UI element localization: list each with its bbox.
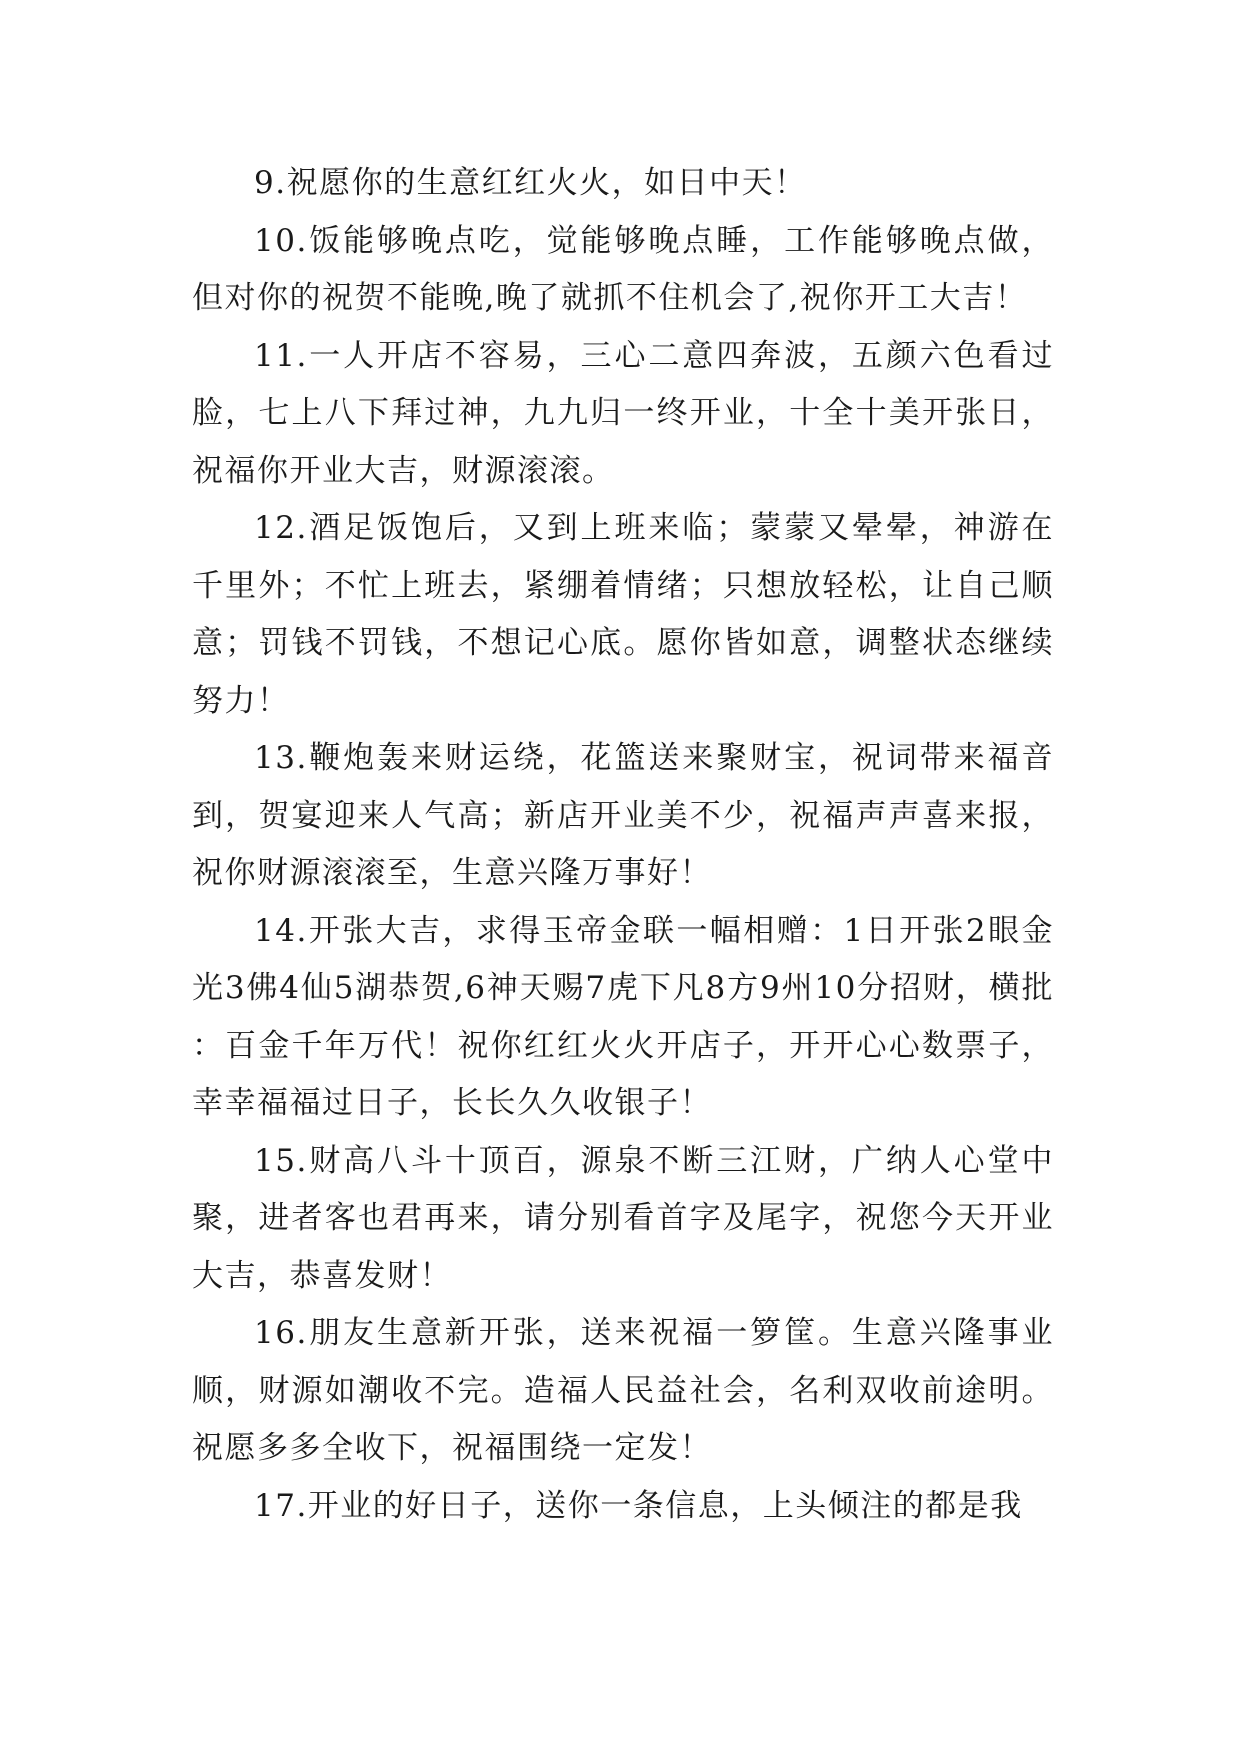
paragraph-17: 17.开业的好日子，送你一条信息，上头倾注的都是我 bbox=[254, 1487, 1023, 1524]
paragraph-16: 16.朋友生意新开张，送来祝福一箩筐。生意兴隆事业顺，财源如潮收不完。造福人民益社会，名利双收前途明。祝愿多多全收下，祝福围绕一定发！ bbox=[192, 1315, 1054, 1466]
paragraph-11: 11.一人开店不容易，三心二意四奔波，五颜六色看过脸，七上八下拜过神，九九归一终开业，十全十美开张日，祝福你开业大吉，财源滚滚。 bbox=[192, 337, 1054, 489]
paragraph-12: 12.酒足饭饱后，又到上班来临；蒙蒙又晕晕，神游在千里外；不忙上班去，紧绷着情绪；只想放轻松，让自己顺意；罚钱不罚钱，不想记心底。愿你皆如意，调整状态继续努力！ bbox=[192, 510, 1054, 719]
paragraph-14: 14.开张大吉，求得玉帝金联一幅相赠：1日开张2眼金光3佛4仙5湖恭贺,6神天赐7虎下凡8方9州10分招财，横批：百金千年万代！祝你红红火火开店子，开开心心数票子，幸幸福福过日子，长长久久收银子！ bbox=[192, 912, 1054, 1121]
paragraph-10: 10.饭能够晚点吃，觉能够晚点睡，工作能够晚点做，但对你的祝贺不能晚,晚了就抓不住机会了,祝你开工大吉！ bbox=[192, 222, 1054, 316]
paragraph-15: 15.财高八斗十顶百，源泉不断三江财，广纳人心堂中聚，进者客也君再来，请分别看首字及尾字，祝您今天开业大吉，恭喜发财！ bbox=[192, 1142, 1054, 1294]
document-body bbox=[192, 155, 1054, 1535]
paragraph-13: 13.鞭炮轰来财运绕，花篮送来聚财宝，祝词带来福音到，贺宴迎来人气高；新店开业美不少，祝福声声喜来报，祝你财源滚滚至，生意兴隆万事好！ bbox=[192, 740, 1054, 891]
paragraph-9: 9.祝愿你的生意红红火火，如日中天！ bbox=[254, 165, 807, 201]
